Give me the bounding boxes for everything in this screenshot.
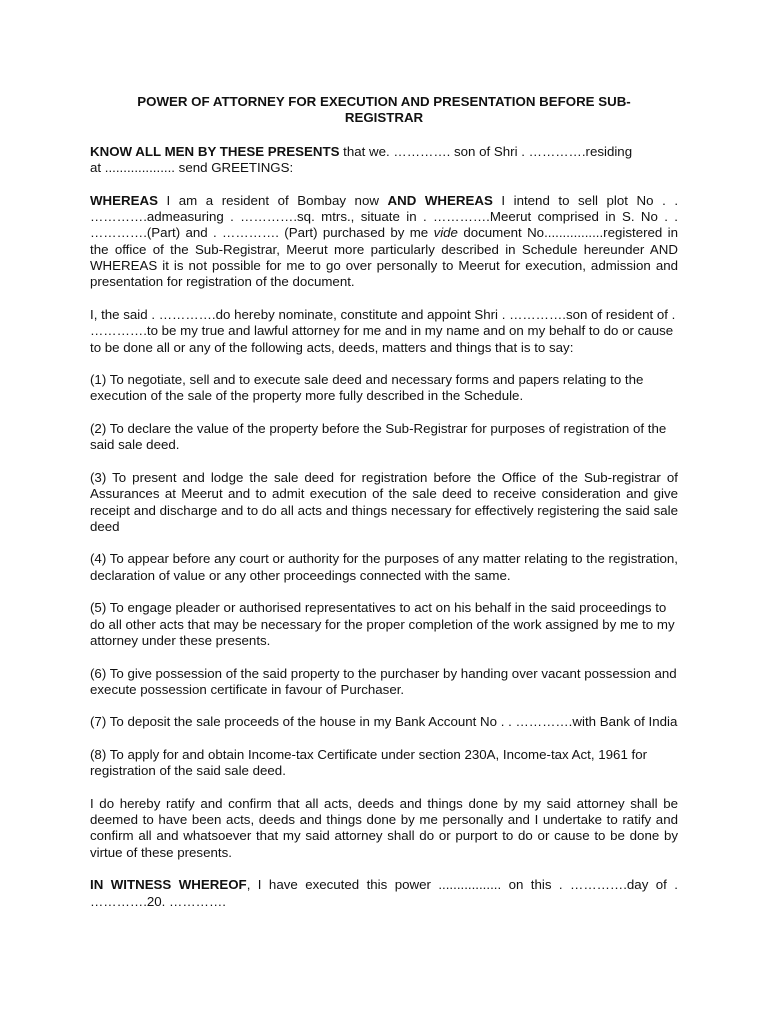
witness-bold: IN WITNESS WHEREOF	[90, 877, 247, 893]
whereas-italic-vide: vide	[433, 225, 458, 241]
whereas-text-3: document No................registered in the office of the Sub-Registrar, Meerut more particularly described in Schedule hereunder AND WHEREAS it is not possible for me to go over personally to Meerut for execution, admission and presentation for registration of the document.	[90, 225, 679, 290]
whereas-paragraph	[90, 193, 678, 291]
whereas-bold-1: WHEREAS	[90, 192, 158, 208]
witness-paragraph	[90, 877, 678, 910]
document-title: POWER OF ATTORNEY FOR EXECUTION AND PRESENTATION BEFORE SUB-REGISTRAR	[137, 94, 631, 125]
clause-6: (6) To give possession of the said property to the purchaser by handing over vacant possession and execute possession certificate in favour of Purchaser.	[90, 665, 677, 697]
clause-8: (8) To apply for and obtain Income-tax Certificate under section 230A, Income-tax Act, 1961 for registration of the said sale deed.	[90, 746, 648, 779]
clause-1: (1) To negotiate, sell and to execute sale deed and necessary forms and papers relating to the execution of the sale of the property more fully described in the Schedule.	[90, 372, 644, 404]
ratify-paragraph: I do hereby ratify and confirm that all acts, deeds and things done by my said attorney shall be deemed to have been acts, deeds and things done by me personally and I undertake to ratify and confirm all and whatsoever that my said attorney shall do or purport to do or cause to be done by virtue of these presents.	[90, 795, 678, 860]
whereas-bold-2: AND WHEREAS	[387, 192, 493, 208]
intro-text-1: that we. …………. son of Shri . ………….residing	[339, 144, 633, 159]
whereas-text-1: I am a resident of Bombay now	[157, 192, 388, 208]
clause-4: (4) To appear before any court or authority for the purposes of any matter relating to the registration, declaration of value or any other proceedings connected with the same.	[90, 551, 678, 583]
clause-2: (2) To declare the value of the property before the Sub-Registrar for purposes of registration of the said sale deed.	[90, 421, 667, 453]
clause-3: (3) To present and lodge the sale deed for registration before the Office of the Sub-registrar of Assurances at Meerut and to admit execution of the sale deed to receive consideration and give receipt and discharge and to do all acts and things necessary for effectively registering the said sale deed	[90, 469, 678, 534]
intro-bold-lead: KNOW ALL MEN BY THESE PRESENTS	[90, 144, 340, 159]
appoint-paragraph: I, the said . ………….do hereby nominate, constitute and appoint Shri . ………….son of resident of . ………….to be my true and lawful attorney for me and in my name and on my behalf to do or cause to be done all or any of the following acts, deeds, matters and things that is to say:	[90, 306, 676, 355]
intro-paragraph	[90, 144, 678, 177]
clause-7: (7) To deposit the sale proceeds of the house in my Bank Account No . . ………….with Bank of India	[90, 714, 678, 730]
clause-5: (5) To engage pleader or authorised representatives to act on his behalf in the said proceedings to do all other acts that may be necessary for the proper completion of the work assigned by me to my attorney under these presents.	[90, 600, 675, 648]
witness-text: , I have executed this power ................. on this . ………….day of . ………….20. ………….	[90, 877, 678, 909]
intro-text-2: at ................... send GREETINGS:	[90, 160, 294, 176]
whereas-text-2: I intend to sell plot No . . ………….admeasuring . ………….sq. mtrs., situate in . ………….Meerut comprised in S. No . . ………….(Part) and . …………. (Part) purchased by me	[90, 192, 679, 241]
